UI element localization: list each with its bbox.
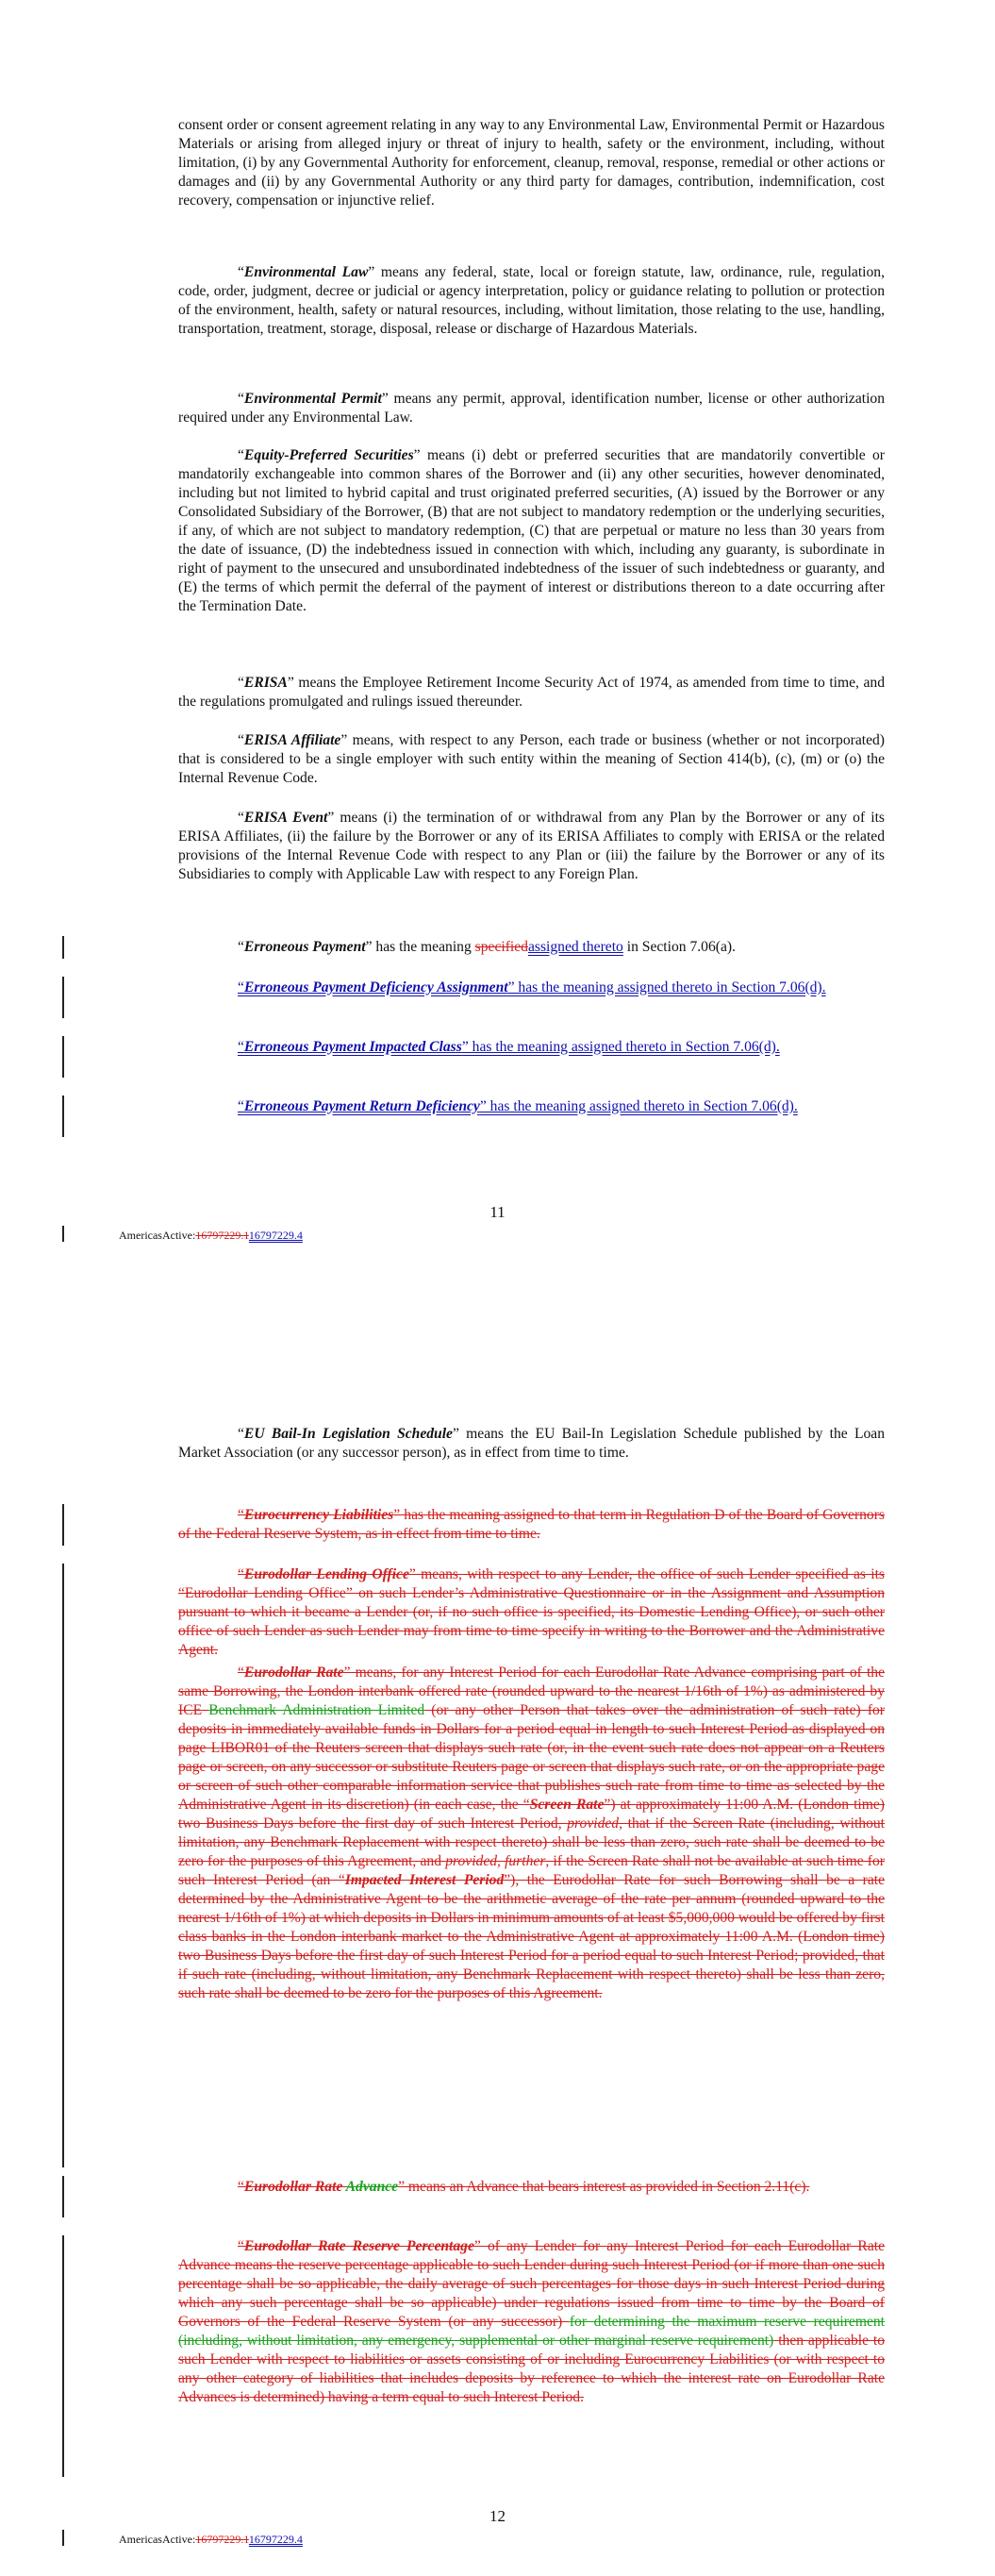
document-footer: AmericasActive:16797229.116797229.4 [119,1229,303,1242]
defined-term: Eurodollar Rate [243,1664,344,1681]
definition-eu-bail-in-schedule: “EU Bail-In Legislation Schedule” means the EU Bail-In Legislation Schedule published by the Loan Market Association (or any successor person), as in effect from time to time. [178,1426,885,1461]
definition-body: ” means any permit, approval, identification number, license or other authorization required under any Environmental Law. [178,391,885,426]
defined-term: Eurodollar Rate Reserve Percentage [243,2238,474,2254]
defined-term: Eurodollar Lending Office [243,1566,409,1582]
change-bar [62,1096,64,1137]
moved-text: for determining the maximum reserve requirement (including, without limitation, any emergency, supplemental or other marginal reserve requirement) [178,2314,885,2349]
change-bar [62,936,64,959]
definition-body: ” means an Advance that bears interest as provided in Section 2.11(c). [398,2179,810,2195]
definition-erisa-affiliate: “ERISA Affiliate” means, with respect to any Person, each trade or business (whether or not incorporated) that is considered to be a single employer with such entity within the meaning of Section 414(b), (c), (m) or (o) the Internal Revenue Code. [178,732,885,786]
change-bar [62,1504,64,1546]
definition-body: ” means the EU Bail-In Legislation Schedule published by the Loan Market Association (or any successor person), as in effect from time to time. [178,1426,885,1461]
page-number: 11 [489,1203,506,1221]
definition-body: ” has the meaning [365,939,475,955]
defined-term: Equity-Preferred Securities [243,447,414,463]
defined-term: Erroneous Payment [243,939,366,955]
moved-text: Advance [345,2179,399,2195]
definition-body: ” means, with respect to any Person, each trade or business (whether or not incorporated) that is considered to be a single employer with such entity within the meaning of Section 414(b), (c), (m) or (o) the Internal Revenue Code. [178,732,885,786]
definition-body: ” means any federal, state, local or foreign statute, law, ordinance, rule, regulation, code, order, judgment, decree or judicial or agency interpretation, policy or guidance relating to pollution or protection of the environment, health, safety or natural resources, including, without limitation, those relating to the use, handling, transportation, treatment, storage, disposal, release or discharge of Hazardous Materials. [178,264,885,337]
definition-erroneous-payment: “Erroneous Payment” has the meaning specifiedassigned thereto in Section 7.06(a). [238,939,736,955]
definition-ep-deficiency-assignment: “Erroneous Payment Deficiency Assignment” has the meaning assigned thereto in Section 7.06(d). [238,979,826,995]
definition-ep-return-deficiency: “Erroneous Payment Return Deficiency” has the meaning assigned thereto in Section 7.06(d). [238,1098,798,1114]
definition-body: ” has the meaning assigned to that term in Regulation D of the Board of Governors of the Federal Reserve System, as in effect from time to time. [178,1507,885,1542]
definition-eurodollar-rate-advance: “Eurodollar Rate Advance” means an Advance that bears interest as provided in Section 2.11(c). [238,2179,810,2195]
inserted-text: assigned thereto [527,939,623,955]
definition-eurocurrency-liabilities: “Eurocurrency Liabilities” has the meaning assigned to that term in Regulation D of the Board of Governors of the Federal Reserve System, as in effect from time to time. [178,1507,885,1542]
definition-body: ” means, with respect to any Lender, the office of such Lender specified as its “Eurodollar Lending Office” on such Lender’s Administrative Questionnaire or in the Assignment and Assumption pursuant to which it became a Lender (or, if no such office is specified, its Domestic Lending Office), or such other office of such Lender as such Lender may from time to time specify in writing to the Borrower and the Administrative Agent. [178,1566,885,1658]
definition-body: ” has the meaning assigned thereto in Section 7.06(d). [479,1098,798,1114]
definition-eurodollar-rate-reserve-percentage: “Eurodollar Rate Reserve Percentage” of any Lender for any Interest Period for each Eurodollar Rate Advance means the reserve percentage applicable to such Lender during such Interest Period (or if more than one such percentage shall be so applicable, the daily average of such percentages for those days in such Interest Period during which any such percentage shall be so applicable) under regulations issued from time to time by the Board of Governors of the Federal Reserve System (or any successor) for determining the maximum reserve requirement (including, without limitation, any emergency, supplemental or other marginal reserve requirement) then applicable to such Lender with respect to liabilities or assets consisting of or including Eurocurrency Liabilities (or with respect to any other category of liabilities that includes deposits by reference to which the interest rate on Eurodollar Rate Advances is determined) having a term equal to such Interest Period. [178,2238,886,2405]
change-bar [62,2235,64,2477]
definition-eurodollar-lending-office: “Eurodollar Lending Office” means, with respect to any Lender, the office of such Lender specified as its “Eurodollar Lending Office” on such Lender’s Administrative Questionnaire or in the Assignment and Assumption pursuant to which it became a Lender (or, if no such office is specified, its Domestic Lending Office), or such other office of such Lender as such Lender may from time to time specify in writing to the Borrower and the Administrative Agent. [178,1566,885,1658]
defined-term: Eurocurrency Liabilities [243,1507,394,1523]
defined-term: ERISA [243,675,288,691]
change-bar [62,2530,64,2546]
defined-term: Environmental Permit [243,391,382,407]
defined-term: EU Bail-In Legislation Schedule [243,1426,453,1442]
page-number: 12 [489,2507,506,2525]
change-bar [62,977,64,1018]
definition-equity-preferred-securities: “Equity-Preferred Securities” means (i) debt or preferred securities that are mandatorily convertible or mandatorily exchangeable into common shares of the Borrower and (ii) any other securities, however denominated, including but not limited to hybrid capital and trust originated preferred securities, (A) issued by the Borrower or any Consolidated Subsidiary of the Borrower, (B) that are not subject to mandatory redemption or the underlying securities, if any, of which are not subject to mandatory redemption, (C) that are perpetual or mature no less than 30 years from the date of issuance, (D) the indebtedness issued in connection with which, including any guaranty, is subordinate in right of payment to the unsecured and unsubordinated indebtedness of the issuer of such indebtedness or guaranty, and (E) the terms of which permit the deferral of the payment of interest or distributions thereon to a date occurring after the Termination Date. [178,447,885,614]
document-footer: AmericasActive:16797229.116797229.4 [119,2533,303,2546]
definition-ep-impacted-class: “Erroneous Payment Impacted Class” has the meaning assigned thereto in Section 7.06(d). [238,1039,780,1055]
change-bar [62,2176,64,2217]
change-bar [62,1036,64,1078]
env-action-continuation: consent order or consent agreement relating in any way to any Environmental Law, Environmental Permit or Hazardous Materials or arising from alleged injury or threat of injury to health, safety or the environment, including, without limitation, (i) by any Governmental Authority for enforcement, cleanup, removal, response, remedial or other actions or damages and (ii) by any Governmental Authority or any third party for damages, contribution, indemnification, cost recovery, compensation or injunctive relief. [178,117,885,209]
definition-body: ” means (i) debt or preferred securities that are mandatorily convertible or mandatorily exchangeable into common shares of the Borrower and (ii) any other securities, however denominated, including but not limited to hybrid capital and trust originated preferred securities, (A) issued by the Borrower or any Consolidated Subsidiary of the Borrower, (B) that are not subject to mandatory redemption or the underlying securities, if any, of which are not subject to mandatory redemption, (C) that are perpetual or mature no less than 30 years from the date of issuance, (D) the indebtedness issued in connection with which, including any guaranty, is subordinate in right of payment to the unsecured and unsubordinated indebtedness of the issuer of such indebtedness or guaranty, and (E) the terms of which permit the deferral of the payment of interest or distributions thereon to a date occurring after the Termination Date. [178,447,885,614]
defined-term: Erroneous Payment Impacted Class [243,1039,462,1055]
definition-erisa: “ERISA” means the Employee Retirement Income Security Act of 1974, as amended from time to time, and the regulations promulgated and rulings issued thereunder. [178,675,885,710]
defined-term: Erroneous Payment Deficiency Assignment [243,979,508,995]
defined-term: ERISA Affiliate [243,732,341,748]
defined-term: Eurodollar Rate [243,2179,346,2195]
definition-body: in Section 7.06(a). [622,939,736,955]
deleted-text: specified [474,939,528,955]
definition-body: ” means (i) the termination of or withdrawal from any Plan by the Borrower or any of its ERISA Affiliates, (ii) the failure by the Borrower or any of its ERISA Affiliates to comply with ERISA or the related provisions of the Internal Revenue Code with respect to any Plan or (iii) the failure by the Borrower or any of its Subsidiaries to comply with Applicable Law with respect to any Foreign Plan. [178,810,885,882]
definition-body: ” has the meaning assigned thereto in Section 7.06(d). [461,1039,780,1055]
change-bar [62,1226,64,1242]
defined-term: Environmental Law [243,264,369,280]
defined-term: Erroneous Payment Return Deficiency [243,1098,480,1114]
moved-text: Benchmark Administration Limited [208,1702,425,1718]
defined-term: ERISA Event [243,810,328,826]
definition-body: ” means the Employee Retirement Income Security Act of 1974, as amended from time to time, and the regulations promulgated and rulings issued thereunder. [178,675,885,710]
change-bar [62,1662,64,2167]
definition-environmental-permit: “Environmental Permit” means any permit, approval, identification number, license or other authorization required under any Environmental Law. [178,391,885,426]
definition-erisa-event: “ERISA Event” means (i) the termination of or withdrawal from any Plan by the Borrower or any of its ERISA Affiliates, (ii) the failure by the Borrower or any of its ERISA Affiliates to comply with ERISA or the related provisions of the Internal Revenue Code with respect to any Plan or (iii) the failure by the Borrower or any of its Subsidiaries to comply with Applicable Law with respect to any Foreign Plan. [178,810,885,882]
definition-body: ” has the meaning assigned thereto in Section 7.06(d). [507,979,826,995]
definition-eurodollar-rate: “Eurodollar Rate” means, for any Interest Period for each Eurodollar Rate Advance comprising part of the same Borrowing, the London interbank offered rate (rounded upward to the nearest 1/16th of 1%) as administered by ICE Benchmark Administration Limited (or any other Person that takes over the administration of such rate) for deposits in immediately available funds in Dollars for a period equal in length to such Interest Period as displayed on page LIBOR01 of the Reuters screen that displays such rate (or, in the event such rate does not appear on a Reuters page or screen, on any successor or substitute Reuters page or screen that displays such rate, or on the appropriate page or screen of such other comparable information service that publishes such rate from time to time as selected by the Administrative Agent in its discretion) (in each case, the “Screen Rate”) at approximately 11:00 A.M. (London time) two Business Days before the first day of such Interest Period, provided, that if the Screen Rate (including, without limitation, any Benchmark Replacement with respect thereto) shall be less than zero, such rate shall be deemed to be zero for the purposes of this Agreement, and provided, further, if the Screen Rate shall not be available at such time for such Interest Period (an “Impacted Interest Period”), the Eurodollar Rate for such Borrowing shall be a rate determined by the Administrative Agent to be the arithmetic average of the rate per annum (rounded upward to the nearest 1/16th of 1%) at which deposits in Dollars in minimum amounts of at least $5,000,000 would be offered by first class banks in the London interbank market to the Administrative Agent at approximately 11:00 A.M. (London time) two Business Days before the first day of such Interest Period for a period equal to such Interest Period; provided, that if such rate (including, without limitation, any Benchmark Replacement with respect thereto) shall be less than zero, such rate shall be deemed to be zero for the purposes of this Agreement. [178,1664,886,2001]
definition-environmental-law: “Environmental Law” means any federal, state, local or foreign statute, law, ordinance, rule, regulation, code, order, judgment, decree or judicial or agency interpretation, policy or guidance relating to pollution or protection of the environment, health, safety or natural resources, including, without limitation, those relating to the use, handling, transportation, treatment, storage, disposal, release or discharge of Hazardous Materials. [178,264,885,337]
